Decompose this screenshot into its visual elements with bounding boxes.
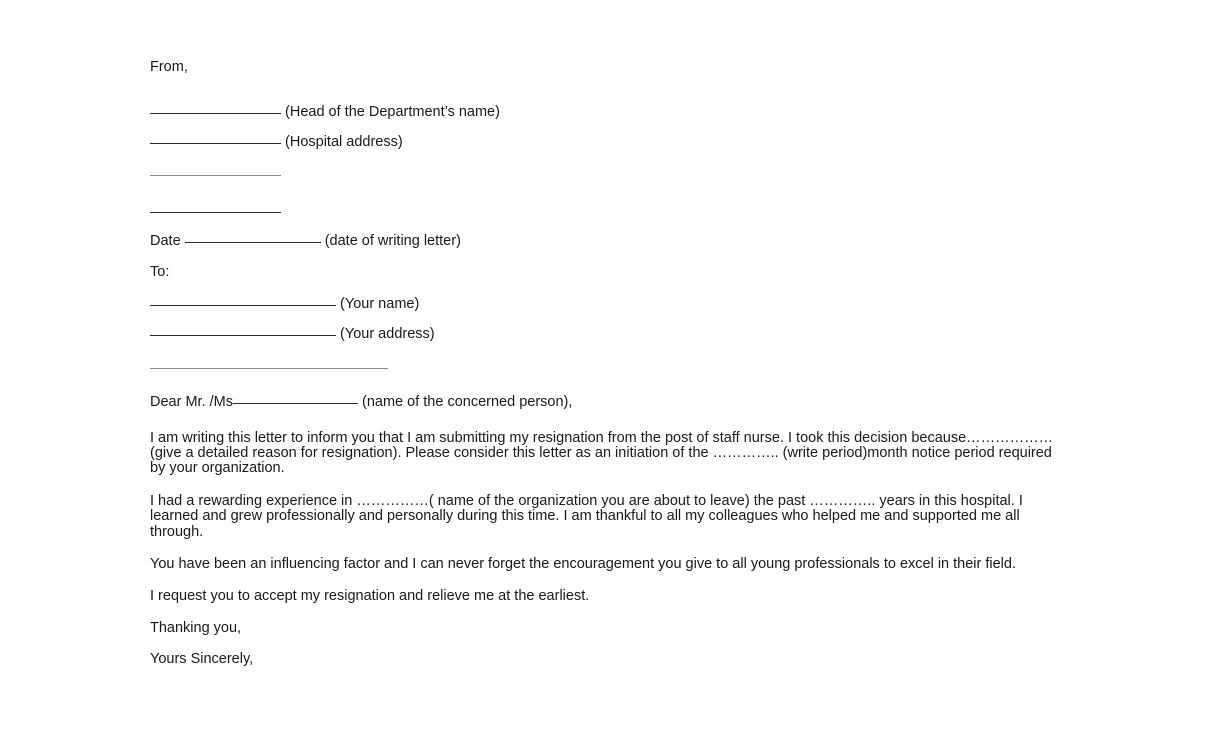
sender-address-blank-4[interactable]	[150, 212, 281, 213]
hospital-address-line	[150, 135, 1080, 151]
your-address-blank[interactable]	[150, 335, 336, 336]
letter-body	[150, 60, 1080, 668]
closing-signoff: Yours Sincerely,	[150, 651, 254, 668]
body-paragraph-4: I request you to accept my resignation and relieve me at the earliest.	[150, 588, 590, 605]
date-caption: (date of writing letter)	[324, 232, 461, 249]
your-address-caption: (Your address)	[340, 326, 435, 342]
from-label	[150, 60, 1080, 76]
hod-name-blank[interactable]	[150, 113, 281, 114]
salutation-line	[150, 395, 1080, 411]
sender-address-line-3	[150, 167, 1080, 183]
your-address-line	[150, 327, 1080, 343]
to-label	[150, 265, 1080, 281]
closing-thanks: Thanking you,	[150, 619, 242, 636]
to-label-text: To:	[150, 264, 170, 280]
hod-name-caption: (Head of the Department’s name)	[285, 103, 500, 120]
from-label-text: From,	[150, 59, 188, 75]
recipient-address-line-3	[150, 360, 1080, 376]
sender-address-line-4	[150, 204, 1080, 220]
your-name-line	[150, 297, 1080, 313]
sender-address-blank-3[interactable]	[150, 175, 281, 176]
salutation-caption: (name of the concerned person),	[362, 394, 573, 410]
body-paragraph-2: I had a rewarding experience in ……………( name of the organization you are about to leave) the past ………….. years in this hospital. I learned and grew professionally and personally during this time. I am thankful to all my colleagues who helped me and supported me all through.	[150, 492, 1023, 540]
salutation-prefix: Dear Mr. /Ms	[150, 394, 233, 410]
hod-name-line	[150, 105, 1080, 121]
date-line	[150, 234, 1080, 250]
date-blank[interactable]	[185, 242, 321, 243]
your-name-caption: (Your name)	[340, 295, 420, 312]
body-paragraph-3: You have been an influencing factor and I can never forget the encouragement you give to all young professionals to excel in their field.	[150, 555, 1016, 572]
your-name-blank[interactable]	[150, 305, 336, 306]
recipient-address-blank-3[interactable]	[150, 368, 388, 369]
hospital-address-caption: (Hospital address)	[285, 134, 403, 150]
salutation-name-blank[interactable]	[233, 403, 358, 404]
hospital-address-blank[interactable]	[150, 143, 281, 144]
body-paragraph-1: I am writing this letter to inform you that I am submitting my resignation from the post of staff nurse. I took this decision because………………(give a detailed reason for resignation). Please consider this letter as an initiation of the ………….. (write period)month notice period required by your organization.	[150, 429, 1054, 477]
date-label: Date	[150, 232, 181, 249]
